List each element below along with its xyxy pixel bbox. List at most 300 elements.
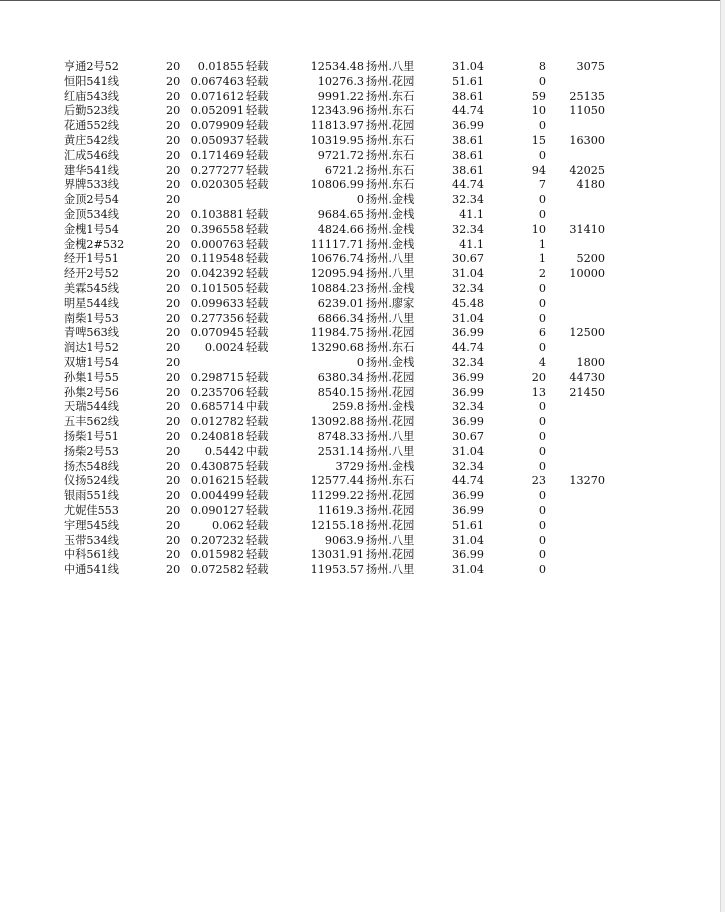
base-value-cell: 31.04	[451, 60, 484, 73]
count-cell: 20	[531, 370, 546, 384]
table-row	[0, 386, 725, 401]
count-cell: 2	[538, 267, 546, 281]
count-cell: 0	[538, 459, 546, 473]
load-rate-cell: 0.5442	[204, 444, 244, 458]
base-value-cell: 38.61	[451, 133, 484, 147]
count-cell: 0	[538, 533, 546, 547]
substation-cell: 扬州.八里	[366, 252, 415, 266]
load-value-cell: 8748.33	[317, 429, 364, 443]
load-type-cell: 轻载	[246, 563, 269, 577]
load-value-cell: 259.8	[331, 400, 364, 414]
base-value-cell: 36.99	[451, 415, 484, 429]
load-type-cell: 轻载	[246, 119, 269, 133]
table-row	[0, 445, 725, 460]
substation-cell: 扬州.东石	[366, 341, 415, 355]
count-cell: 94	[531, 163, 546, 177]
load-type-cell: 轻载	[246, 178, 269, 192]
substation-cell: 扬州.花园	[366, 385, 415, 399]
load-type-cell: 轻载	[246, 385, 269, 399]
capacity-cell: 12500	[569, 326, 605, 340]
table-row	[0, 60, 725, 75]
load-rate-cell: 0.277277	[190, 163, 244, 177]
capacity-cell: 5200	[576, 252, 605, 266]
table-row	[0, 563, 725, 578]
substation-cell: 扬州.花园	[366, 548, 415, 562]
substation-cell: 扬州.花园	[366, 518, 415, 532]
substation-cell: 扬州.东石	[366, 104, 415, 118]
load-value-cell: 12155.18	[310, 518, 364, 532]
load-type-cell: 轻载	[246, 518, 269, 532]
load-value-cell: 12534.48	[310, 60, 364, 73]
base-value-cell: 36.99	[451, 503, 484, 517]
substation-cell: 扬州.金桟	[366, 237, 415, 251]
load-rate-cell: 0.099633	[190, 296, 244, 310]
load-type-cell: 轻载	[246, 207, 269, 221]
count-cell: 0	[538, 503, 546, 517]
table-row	[0, 326, 725, 341]
voltage-cell: 20	[166, 163, 181, 177]
table-row	[0, 149, 725, 164]
voltage-cell: 20	[166, 459, 181, 473]
load-type-cell: 轻载	[246, 281, 269, 295]
substation-cell: 扬州.花园	[366, 119, 415, 133]
table-row	[0, 134, 725, 149]
base-value-cell: 32.34	[451, 459, 484, 473]
base-value-cell: 32.34	[451, 193, 484, 207]
load-rate-cell: 0.101505	[190, 281, 244, 295]
count-cell: 59	[531, 89, 546, 103]
table-row	[0, 104, 725, 119]
load-type-cell: 轻载	[246, 222, 269, 236]
base-value-cell: 41.1	[459, 207, 484, 221]
load-type-cell: 轻载	[246, 267, 269, 281]
load-type-cell: 轻载	[246, 296, 269, 310]
table-row	[0, 489, 725, 504]
load-value-cell: 11299.22	[310, 489, 364, 503]
load-type-cell: 轻载	[246, 104, 269, 118]
count-cell: 4	[538, 355, 546, 369]
load-rate-cell: 0.119548	[190, 252, 244, 266]
load-rate-cell: 0.090127	[190, 503, 244, 517]
table-row	[0, 252, 725, 267]
base-value-cell: 30.67	[451, 429, 484, 443]
load-value-cell: 6239.01	[317, 296, 364, 310]
table-row	[0, 548, 725, 563]
load-value-cell: 6380.34	[317, 370, 364, 384]
count-cell: 0	[538, 489, 546, 503]
base-value-cell: 31.04	[451, 311, 484, 325]
load-value-cell: 12095.94	[310, 267, 364, 281]
voltage-cell: 20	[166, 429, 181, 443]
base-value-cell: 32.34	[451, 355, 484, 369]
line-name-cell: 红庙543线	[64, 89, 119, 103]
line-name-cell: 润达1号52	[64, 341, 119, 355]
base-value-cell: 36.99	[451, 489, 484, 503]
voltage-cell: 20	[166, 104, 181, 118]
load-value-cell: 4824.66	[317, 222, 364, 236]
voltage-cell: 20	[166, 533, 181, 547]
voltage-cell: 20	[166, 74, 181, 88]
load-type-cell: 轻载	[246, 533, 269, 547]
base-value-cell: 51.61	[451, 74, 484, 88]
count-cell: 6	[538, 326, 546, 340]
load-value-cell: 10676.74	[310, 252, 364, 266]
line-name-cell: 扬杰548线	[64, 459, 119, 473]
voltage-cell: 20	[166, 415, 181, 429]
load-rate-cell: 0.235706	[190, 385, 244, 399]
substation-cell: 扬州.花园	[366, 370, 415, 384]
load-type-cell: 轻载	[246, 370, 269, 384]
substation-cell: 扬州.金桟	[366, 193, 415, 207]
line-name-cell: 金槐1号54	[64, 222, 119, 236]
count-cell: 10	[531, 222, 546, 236]
line-name-cell: 扬柴1号51	[64, 429, 119, 443]
load-type-cell: 轻载	[246, 133, 269, 147]
load-value-cell: 3729	[335, 459, 364, 473]
load-value-cell: 8540.15	[317, 385, 364, 399]
load-value-cell: 6721.2	[324, 163, 364, 177]
load-value-cell: 12577.44	[310, 474, 364, 488]
line-name-cell: 花通552线	[64, 119, 119, 133]
load-type-cell: 轻载	[246, 237, 269, 251]
load-value-cell: 0	[356, 193, 364, 207]
voltage-cell: 20	[166, 267, 181, 281]
base-value-cell: 30.67	[451, 252, 484, 266]
capacity-cell: 16300	[569, 133, 605, 147]
load-type-cell: 中载	[246, 444, 269, 458]
load-type-cell: 轻载	[246, 311, 269, 325]
substation-cell: 扬州.金桟	[366, 222, 415, 236]
line-name-cell: 恒阳541线	[64, 74, 119, 88]
load-rate-cell: 0.000763	[190, 237, 244, 251]
capacity-cell: 11050	[569, 104, 605, 118]
voltage-cell: 20	[166, 385, 181, 399]
load-rate-cell: 0.042392	[190, 267, 244, 281]
substation-cell: 扬州.东石	[366, 163, 415, 177]
line-name-cell: 汇成546线	[64, 148, 119, 162]
substation-cell: 扬州.金桟	[366, 355, 415, 369]
table-row	[0, 282, 725, 297]
table-row	[0, 312, 725, 327]
line-name-cell: 中通541线	[64, 563, 119, 577]
capacity-cell: 10000	[569, 267, 605, 281]
load-rate-cell: 0.277356	[190, 311, 244, 325]
line-name-cell: 后勤523线	[64, 104, 119, 118]
line-name-cell: 建华541线	[64, 163, 119, 177]
voltage-cell: 20	[166, 237, 181, 251]
capacity-cell: 3075	[576, 60, 605, 73]
base-value-cell: 44.74	[451, 341, 484, 355]
substation-cell: 扬州.东石	[366, 133, 415, 147]
load-value-cell: 12343.96	[310, 104, 364, 118]
load-value-cell: 6866.34	[317, 311, 364, 325]
table-row	[0, 504, 725, 519]
count-cell: 23	[531, 474, 546, 488]
table-row	[0, 208, 725, 223]
count-cell: 0	[538, 148, 546, 162]
count-cell: 0	[538, 548, 546, 562]
count-cell: 0	[538, 563, 546, 577]
table-row	[0, 519, 725, 534]
base-value-cell: 32.34	[451, 400, 484, 414]
load-type-cell: 轻载	[246, 415, 269, 429]
load-value-cell: 11619.3	[317, 503, 364, 517]
load-rate-cell: 0.396558	[190, 222, 244, 236]
load-rate-cell: 0.020305	[190, 178, 244, 192]
load-type-cell: 轻载	[246, 459, 269, 473]
load-type-cell: 轻载	[246, 326, 269, 340]
voltage-cell: 20	[166, 281, 181, 295]
base-value-cell: 31.04	[451, 444, 484, 458]
substation-cell: 扬州.东石	[366, 474, 415, 488]
load-value-cell: 11117.71	[310, 237, 364, 251]
substation-cell: 扬州.八里	[366, 60, 415, 73]
load-type-cell: 轻载	[246, 489, 269, 503]
substation-cell: 扬州.八里	[366, 533, 415, 547]
line-name-cell: 孙集1号55	[64, 370, 119, 384]
voltage-cell: 20	[166, 193, 181, 207]
load-rate-cell: 0.0024	[204, 341, 244, 355]
load-value-cell: 11984.75	[310, 326, 364, 340]
count-cell: 0	[538, 281, 546, 295]
base-value-cell: 32.34	[451, 222, 484, 236]
substation-cell: 扬州.东石	[366, 178, 415, 192]
table-row	[0, 430, 725, 445]
substation-cell: 扬州.廖家	[366, 296, 415, 310]
table-row	[0, 474, 725, 489]
load-rate-cell: 0.298715	[190, 370, 244, 384]
capacity-cell: 21450	[569, 385, 605, 399]
count-cell: 0	[538, 429, 546, 443]
substation-cell: 扬州.八里	[366, 267, 415, 281]
line-name-cell: 五丰562线	[64, 415, 119, 429]
line-name-cell: 银雨551线	[64, 489, 119, 503]
voltage-cell: 20	[166, 563, 181, 577]
load-type-cell: 轻载	[246, 89, 269, 103]
load-value-cell: 9063.9	[324, 533, 364, 547]
table-row	[0, 193, 725, 208]
capacity-cell: 13270	[569, 474, 605, 488]
load-rate-cell: 0.070945	[190, 326, 244, 340]
voltage-cell: 20	[166, 148, 181, 162]
voltage-cell: 20	[166, 207, 181, 221]
base-value-cell: 32.34	[451, 281, 484, 295]
load-rate-cell: 0.171469	[190, 148, 244, 162]
load-value-cell: 11953.57	[310, 563, 364, 577]
base-value-cell: 45.48	[451, 296, 484, 310]
table-row	[0, 534, 725, 549]
table-row	[0, 90, 725, 105]
count-cell: 15	[531, 133, 546, 147]
voltage-cell: 20	[166, 341, 181, 355]
substation-cell: 扬州.花园	[366, 503, 415, 517]
voltage-cell: 20	[166, 311, 181, 325]
substation-cell: 扬州.八里	[366, 444, 415, 458]
voltage-cell: 20	[166, 326, 181, 340]
load-value-cell: 10319.95	[310, 133, 364, 147]
voltage-cell: 20	[166, 503, 181, 517]
load-type-cell: 轻载	[246, 474, 269, 488]
load-rate-cell: 0.016215	[190, 474, 244, 488]
table-row	[0, 267, 725, 282]
substation-cell: 扬州.八里	[366, 311, 415, 325]
line-name-cell: 亨通2号52	[64, 60, 119, 73]
table-row	[0, 75, 725, 90]
line-name-cell: 界牌533线	[64, 178, 119, 192]
base-value-cell: 36.99	[451, 385, 484, 399]
table-row	[0, 371, 725, 386]
count-cell: 10	[531, 104, 546, 118]
count-cell: 0	[538, 311, 546, 325]
spreadsheet-print-page	[0, 60, 725, 578]
load-value-cell: 10806.99	[310, 178, 364, 192]
count-cell: 0	[538, 518, 546, 532]
load-rate-cell: 0.071612	[190, 89, 244, 103]
load-value-cell: 10276.3	[317, 74, 364, 88]
line-name-cell: 孙集2号56	[64, 385, 119, 399]
base-value-cell: 44.74	[451, 178, 484, 192]
count-cell: 1	[538, 237, 546, 251]
base-value-cell: 38.61	[451, 148, 484, 162]
count-cell: 0	[538, 444, 546, 458]
base-value-cell: 38.61	[451, 89, 484, 103]
load-type-cell: 轻载	[246, 548, 269, 562]
load-rate-cell: 0.430875	[190, 459, 244, 473]
load-rate-cell: 0.050937	[190, 133, 244, 147]
load-type-cell: 轻载	[246, 429, 269, 443]
line-name-cell: 尤妮佳553	[64, 503, 119, 517]
voltage-cell: 20	[166, 133, 181, 147]
count-cell: 0	[538, 296, 546, 310]
line-name-cell: 南柴1号53	[64, 311, 119, 325]
base-value-cell: 51.61	[451, 518, 484, 532]
voltage-cell: 20	[166, 178, 181, 192]
substation-cell: 扬州.花园	[366, 74, 415, 88]
load-type-cell: 轻载	[246, 503, 269, 517]
load-type-cell: 轻载	[246, 60, 269, 73]
load-type-cell: 轻载	[246, 148, 269, 162]
load-value-cell: 10884.23	[310, 281, 364, 295]
table-row	[0, 119, 725, 134]
voltage-cell: 20	[166, 222, 181, 236]
substation-cell: 扬州.花园	[366, 415, 415, 429]
substation-cell: 扬州.东石	[366, 148, 415, 162]
table-row	[0, 238, 725, 253]
load-rate-cell: 0.240818	[190, 429, 244, 443]
load-rate-cell: 0.079909	[190, 119, 244, 133]
load-value-cell: 13290.68	[310, 341, 364, 355]
count-cell: 8	[538, 60, 546, 73]
line-name-cell: 天瑞544线	[64, 400, 119, 414]
load-type-cell: 轻载	[246, 74, 269, 88]
line-name-cell: 金顶534线	[64, 207, 119, 221]
count-cell: 0	[538, 415, 546, 429]
load-rate-cell: 0.062	[211, 518, 244, 532]
line-name-cell: 玉带534线	[64, 533, 119, 547]
line-name-cell: 美霖545线	[64, 281, 119, 295]
voltage-cell: 20	[166, 89, 181, 103]
load-rate-cell: 0.01855	[197, 60, 244, 73]
line-name-cell: 仪扬524线	[64, 474, 119, 488]
line-name-cell: 双塘1号54	[64, 355, 119, 369]
substation-cell: 扬州.金桟	[366, 459, 415, 473]
base-value-cell: 31.04	[451, 267, 484, 281]
substation-cell: 扬州.金桟	[366, 207, 415, 221]
substation-cell: 扬州.花园	[366, 489, 415, 503]
count-cell: 0	[538, 207, 546, 221]
load-rate-cell: 0.207232	[190, 533, 244, 547]
count-cell: 0	[538, 119, 546, 133]
substation-cell: 扬州.金桟	[366, 281, 415, 295]
voltage-cell: 20	[166, 400, 181, 414]
base-value-cell: 36.99	[451, 548, 484, 562]
count-cell: 0	[538, 341, 546, 355]
load-rate-cell: 0.685714	[190, 400, 244, 414]
load-value-cell: 13031.91	[310, 548, 364, 562]
capacity-cell: 42025	[569, 163, 605, 177]
line-name-cell: 青啤563线	[64, 326, 119, 340]
load-value-cell: 13092.88	[310, 415, 364, 429]
base-value-cell: 44.74	[451, 474, 484, 488]
voltage-cell: 20	[166, 548, 181, 562]
voltage-cell: 20	[166, 355, 181, 369]
line-name-cell: 宇理545线	[64, 518, 119, 532]
base-value-cell: 36.99	[451, 326, 484, 340]
voltage-cell: 20	[166, 60, 181, 73]
load-value-cell: 9991.22	[317, 89, 364, 103]
capacity-cell: 1800	[576, 355, 605, 369]
load-rate-cell: 0.067463	[190, 74, 244, 88]
voltage-cell: 20	[166, 119, 181, 133]
table-row	[0, 223, 725, 238]
capacity-cell: 31410	[569, 222, 605, 236]
base-value-cell: 44.74	[451, 104, 484, 118]
load-type-cell: 轻载	[246, 163, 269, 177]
substation-cell: 扬州.八里	[366, 429, 415, 443]
line-name-cell: 黄庄542线	[64, 133, 119, 147]
base-value-cell: 31.04	[451, 533, 484, 547]
line-name-cell: 明星544线	[64, 296, 119, 310]
count-cell: 7	[538, 178, 546, 192]
load-type-cell: 轻载	[246, 252, 269, 266]
substation-cell: 扬州.花园	[366, 326, 415, 340]
table-row	[0, 341, 725, 356]
load-value-cell: 9721.72	[317, 148, 364, 162]
line-name-cell: 中科561线	[64, 548, 119, 562]
base-value-cell: 38.61	[451, 163, 484, 177]
load-rate-cell: 0.004499	[190, 489, 244, 503]
load-value-cell: 2531.14	[317, 444, 364, 458]
capacity-cell: 25135	[569, 89, 605, 103]
line-name-cell: 金顶2号54	[64, 193, 119, 207]
load-rate-cell: 0.015982	[190, 548, 244, 562]
line-name-cell: 经开2号52	[64, 267, 119, 281]
table-row	[0, 400, 725, 415]
table-row	[0, 178, 725, 193]
count-cell: 13	[531, 385, 546, 399]
load-rate-cell: 0.072582	[190, 563, 244, 577]
count-cell: 0	[538, 74, 546, 88]
count-cell: 0	[538, 193, 546, 207]
load-rate-cell: 0.012782	[190, 415, 244, 429]
voltage-cell: 20	[166, 252, 181, 266]
line-name-cell: 扬柴2号53	[64, 444, 119, 458]
table-row	[0, 297, 725, 312]
count-cell: 0	[538, 400, 546, 414]
load-rate-cell: 0.052091	[190, 104, 244, 118]
load-type-cell: 轻载	[246, 341, 269, 355]
load-value-cell: 0	[356, 355, 364, 369]
